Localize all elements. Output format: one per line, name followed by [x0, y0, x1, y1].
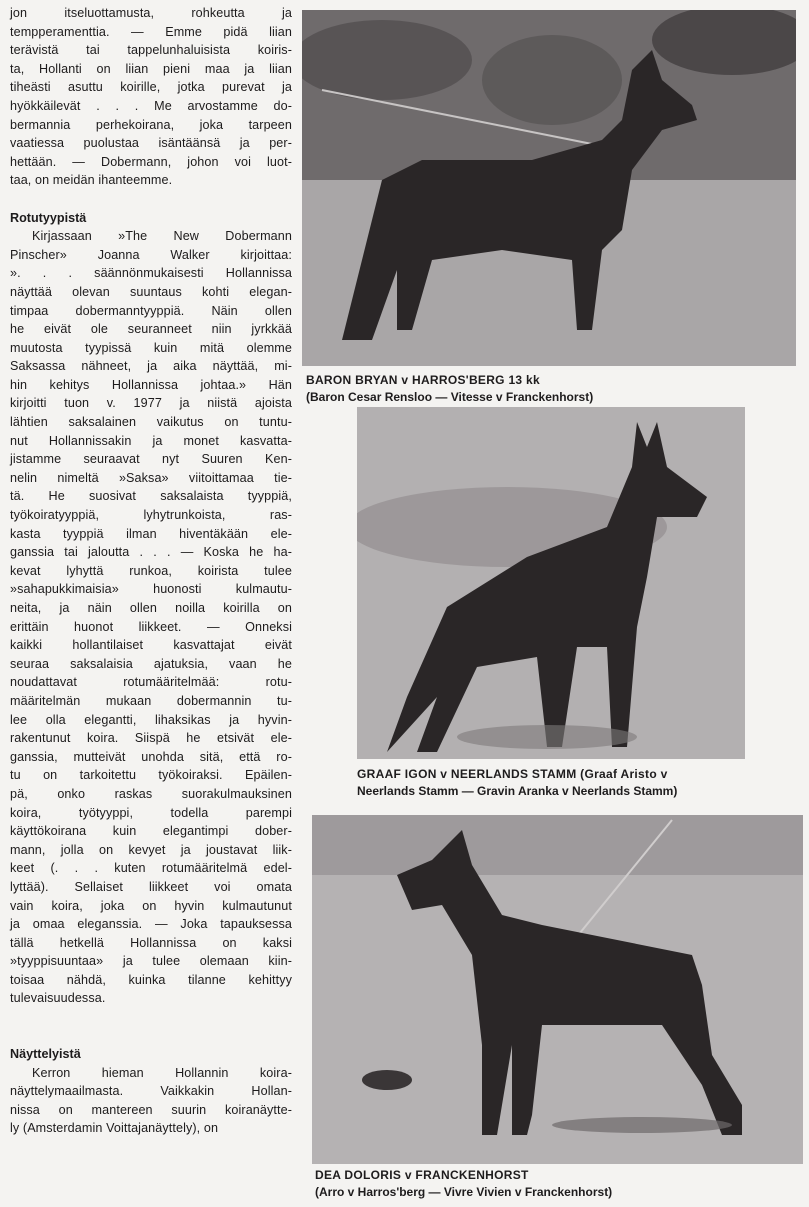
- text-line: he eivät ole seuranneet niin jyrkkää: [10, 322, 292, 337]
- photo-dea-doloris: [312, 815, 803, 1164]
- text-line: toisaa nähdä, kuinka tilanne kehittyy: [10, 972, 292, 987]
- caption-title: BARON BRYAN v HARROS'BERG 13 kk: [306, 373, 540, 387]
- photo-caption-1: [306, 372, 593, 406]
- text-line: »sahapukkimaisia» huonosti kulmautu-: [10, 582, 292, 597]
- text-line: seuraa saksalaisia ajatuksia, vaan he: [10, 656, 292, 671]
- text-line: tiheästi asuttu koirille, jotka purevat ja: [10, 80, 292, 95]
- text-line: tä. He suosivat saksalaista tyyppiä,: [10, 489, 292, 504]
- text-line: lyttää). Sellaiset liikkeet voi omata: [10, 879, 292, 894]
- text-line: tu on tarkoitettu työkoiraksi. Epäilen-: [10, 768, 292, 783]
- text-line: hin kehitys Hollannissa johtaa.» Hän: [10, 377, 292, 392]
- text-line: kirjoitti tuon v. 1977 ja niistä ajoista: [10, 396, 292, 411]
- text-line: ly (Amsterdamin Voittajanäyttely), on: [10, 1121, 219, 1136]
- text-line: noudattavat rotumääritelmää: rotu-: [10, 675, 292, 690]
- text-line: ganssia, mutteivät unohda sitä, että ro-: [10, 749, 292, 764]
- text-line: bermannia perhekoirana, joka tarpeen: [10, 117, 292, 132]
- text-line: rakentunut koira. Siispä he etsivät ele-: [10, 731, 292, 746]
- text-line: erittäin huonot liikkeet. — Onneksi: [10, 619, 292, 634]
- text-line: nelin nimeltä »Saksa» viitoittamaa tie-: [10, 470, 292, 485]
- text-line: työkoiratyyppiä, lyhytrunkoista, ras-: [10, 508, 292, 523]
- photo-caption-3: [315, 1167, 612, 1201]
- caption-title: GRAAF IGON v NEERLANDS STAMM (Graaf Aristo v: [357, 767, 668, 781]
- text-line: vaatiessa puolustaa isäntäänsä ja per-: [10, 136, 292, 151]
- text-line: neita, ja näin ollen noilla koirilla on: [10, 601, 292, 615]
- text-line: tällä hetkellä Hollannissa on kaksi: [10, 935, 292, 950]
- text-line: vain koira, joka on hyvin kulmautunut: [10, 898, 292, 913]
- text-line: Kerron hieman Hollannin koira-: [32, 1065, 292, 1080]
- text-line: jistamme seuraavat nyt Suuren Ken-: [10, 452, 292, 467]
- section-nayttelyista-body: [10, 1064, 292, 1138]
- text-line: keet (. . . kuten rotumääritelmä edel-: [10, 861, 292, 876]
- text-line: Saksassa nähneet, ja aika näyttää, mi-: [10, 359, 292, 374]
- text-line: määritelmän mukaan dobermannin tu-: [10, 693, 292, 708]
- text-line: pä, onko raskas suorakulmauksinen: [10, 786, 292, 801]
- text-line: kevat lyhyttä runkoa, koirista tulee: [10, 563, 292, 578]
- text-line: hettään. — Dobermann, johon voi luot-: [10, 154, 292, 169]
- text-line: mann, jolla on kevyet ja joustavat liik-: [10, 842, 292, 857]
- text-line: taa, on meidän ihanteemme.: [10, 173, 173, 188]
- text-line: kaikki hollantilaiset kasvattajat eivät: [10, 638, 292, 653]
- text-line: lee olla elegantti, lihaksikas ja hyvin-: [10, 712, 292, 727]
- text-line: terävistä tai tappelunhaluisista koiris-: [10, 43, 292, 58]
- section-heading-rotutyypista: Rotutyypistä: [10, 210, 87, 225]
- text-line: tempperamenttia. — Emme pidä liian: [10, 24, 292, 39]
- text-line: käyttökoirana kuin elegantimpi dober-: [10, 824, 292, 839]
- caption-title: DEA DOLORIS v FRANCKENHORST: [315, 1168, 529, 1182]
- section-heading-nayttelyista: Näyttelyistä: [10, 1047, 81, 1062]
- caption-pedigree: (Baron Cesar Rensloo — Vitesse v Franckenhorst): [306, 390, 594, 404]
- text-line: nut Hollannissakin ja monet kasvatta-: [10, 433, 292, 448]
- photo-baron-bryan: [302, 10, 796, 366]
- intro-paragraph: [10, 4, 292, 190]
- text-line: lähtien saksalainen vaikutus on tuntu-: [10, 415, 292, 430]
- text-line: nissa on mantereen suurin koiranäytte-: [10, 1102, 292, 1117]
- text-line: tulevaisuudessa.: [10, 991, 106, 1006]
- text-line: Kirjassaan »The New Dobermann: [32, 229, 292, 244]
- section-rotutyypista-body: [10, 227, 292, 1008]
- text-line: näyttää olevan suuntaus kohti elegan-: [10, 284, 292, 299]
- text-line: koira, työtyyppi, todella parempi: [10, 805, 292, 820]
- text-line: näyttelymaailmasta. Vaikkakin Hollan-: [10, 1084, 292, 1099]
- text-line: muutosta tyypissä kuin mitä olemme: [10, 340, 292, 355]
- caption-pedigree: (Arro v Harros'berg — Vivre Vivien v Franckenhorst): [315, 1185, 613, 1199]
- text-line: kasta tyyppiä ilman hiventäkään ele-: [10, 526, 292, 541]
- photo-graaf-igon: [357, 407, 745, 759]
- caption-pedigree: Neerlands Stamm — Gravin Aranka v Neerlands Stamm): [357, 784, 678, 798]
- article-column: [10, 4, 292, 1138]
- text-line: ta, Hollanti on liian pieni maa ja liian: [10, 61, 292, 76]
- text-line: hyökkäilevät . . . Me arvostamme do-: [10, 98, 292, 113]
- photo-caption-2: [357, 766, 677, 800]
- text-line: »tyyppisuuntaa» ja tulee olemaan kiin-: [10, 954, 292, 969]
- text-line: ganssia tai jaloutta . . . — Koska he ha-: [10, 545, 292, 560]
- text-line: jon itseluottamusta, rohkeutta ja: [10, 6, 292, 20]
- text-line: timpaa dobermanntyyppiä. Näin ollen: [10, 303, 292, 318]
- text-line: ». . . säännönmukaisesti Hollannissa: [10, 266, 292, 281]
- text-line: ja omaa eleganssia. — Joka tapauksessa: [10, 917, 292, 932]
- text-line: Pinscher» Joanna Walker kirjoittaa:: [10, 247, 292, 262]
